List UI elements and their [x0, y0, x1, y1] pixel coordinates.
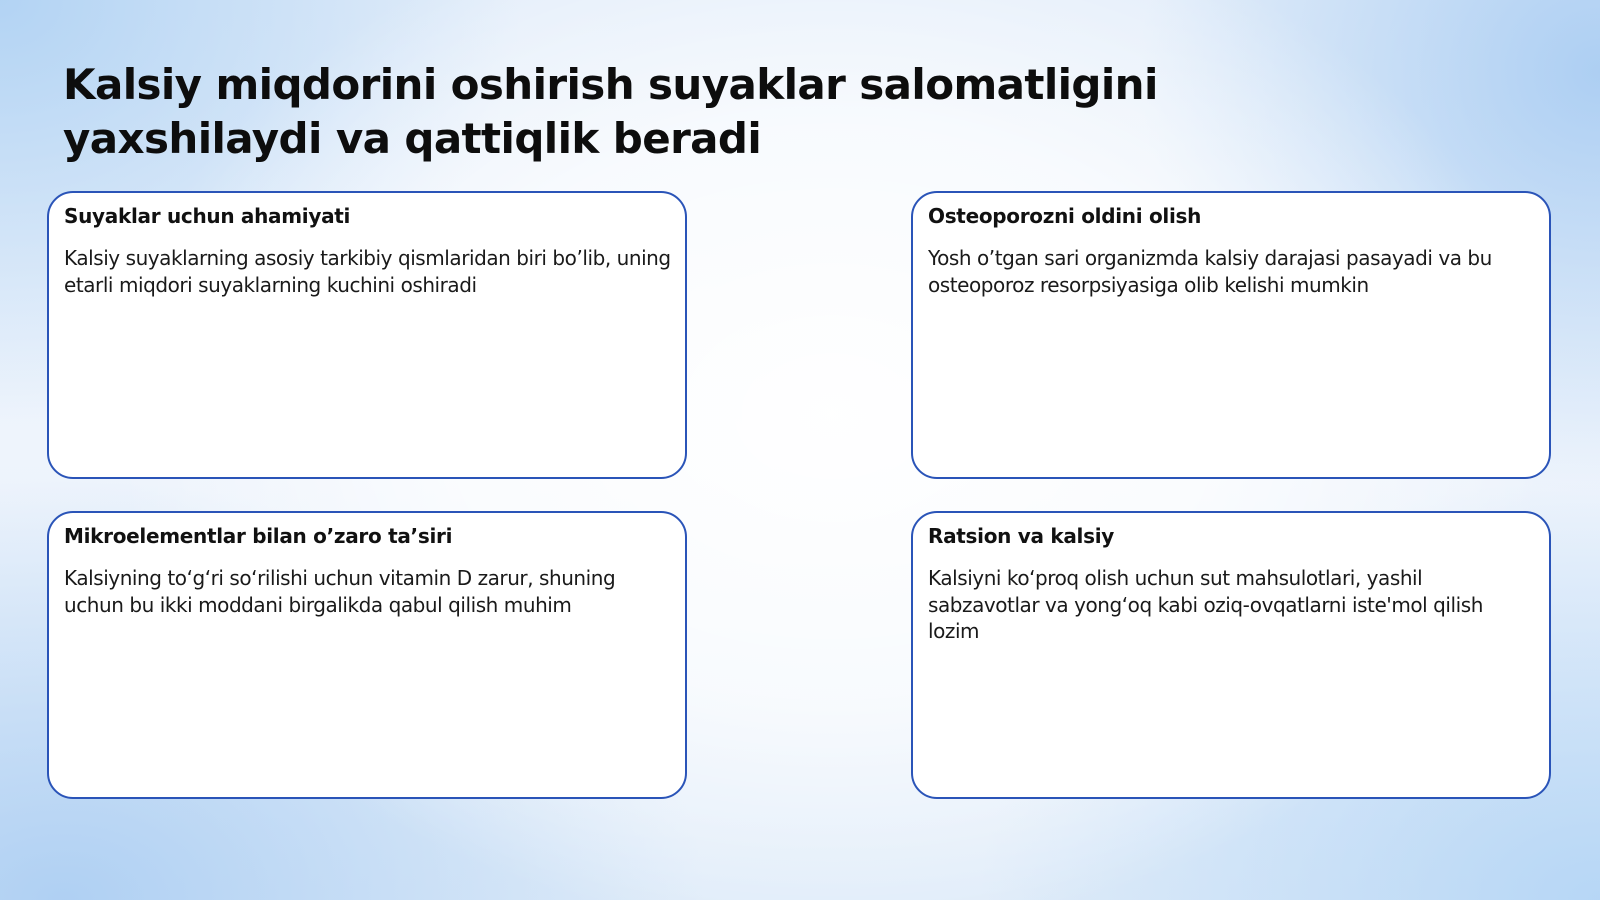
card-heading: Suyaklar uchun ahamiyati [64, 204, 351, 228]
card-heading: Ratsion va kalsiy [928, 524, 1115, 548]
card-heading: Osteoporozni oldini olish [928, 204, 1202, 228]
card-microelements-interaction [47, 511, 687, 799]
card-text: Yosh o’tgan sari organizmda kalsiy darajasi pasayadi va bu osteoporoz resorpsiyasiga olib kelishi mumkin [928, 246, 1492, 297]
card-text: Kalsiyning to‘g‘ri so‘rilishi uchun vitamin D zarur, shuning uchun bu ikki moddani birgalikda qabul qilish muhim [64, 566, 616, 617]
card-diet-and-calcium [911, 511, 1551, 799]
card-heading: Mikroelementlar bilan o’zaro ta’siri [64, 524, 453, 548]
slide-title: Kalsiy miqdorini oshirish suyaklar salomatligini yaxshilaydi va qattiqlik beradi [63, 60, 1158, 163]
card-text: Kalsiyni ko‘proq olish uchun sut mahsulotlari, yashil sabzavotlar va yong‘oq kabi oziq-ovqatlarni iste'mol qilish lozim [928, 566, 1483, 643]
card-text: Kalsiy suyaklarning asosiy tarkibiy qismlaridan biri bo’lib, uning etarli miqdori suyaklarning kuchini oshiradi [64, 246, 671, 297]
card-bone-importance [47, 191, 687, 479]
card-osteoporosis-prevention [911, 191, 1551, 479]
